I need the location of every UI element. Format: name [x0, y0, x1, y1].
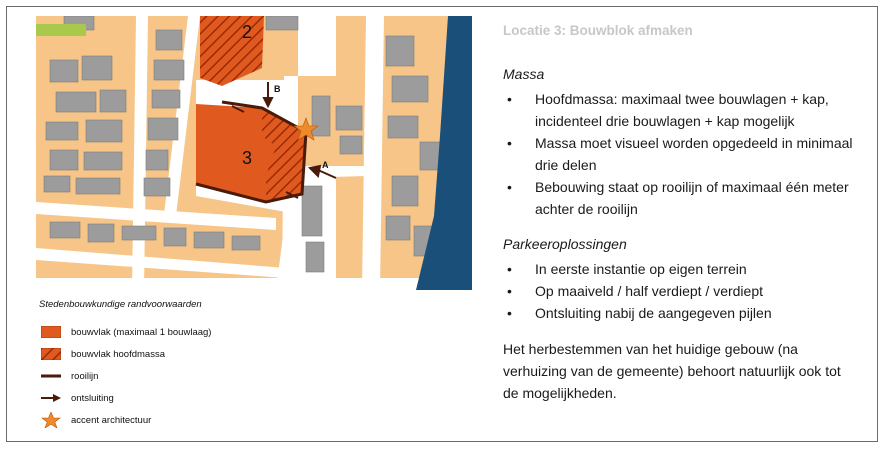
list-item: • Hoofdmassa: maximaal twee bouwlagen + kap, incidenteel drie bouwlagen + kap mogelijk — [503, 88, 873, 132]
list-item: • Op maaiveld / half verdiept / verdiept — [503, 280, 873, 302]
closing-paragraph: Het herbestemmen van het huidige gebouw (na verhuizing van de gemeente) behoort natuurlijk ook tot de mogelijkheden. — [503, 341, 841, 401]
legend-item-accent — [39, 409, 211, 431]
legend-item-hoofdmassa — [39, 343, 211, 365]
list-item: • Ontsluiting nabij de aangegeven pijlen — [503, 302, 873, 324]
massa-list — [503, 88, 873, 220]
legend-label: ontsluiting — [71, 392, 114, 404]
legend — [39, 321, 211, 431]
legend-label: accent architectuur — [71, 414, 152, 426]
list-item: • Bebouwing staat op rooilijn of maximaal één meter achter de rooilijn — [503, 176, 873, 220]
legend-item-rooilijn — [39, 365, 211, 387]
legend-item-ontsluiting — [39, 387, 211, 409]
star-icon — [39, 413, 63, 427]
legend-title: Stedenbouwkundige randvoorwaarden — [39, 299, 202, 310]
arrow-b-label: B — [274, 84, 281, 94]
green-strip — [36, 24, 86, 36]
site-map — [36, 16, 472, 290]
legend-item-bouwvlak — [39, 321, 211, 343]
arrow-a-label: A — [322, 160, 329, 170]
list-item: • Massa moet visueel worden opgedeeld in minimaal drie delen — [503, 132, 873, 176]
parkeer-heading: Parkeeroplossingen — [503, 236, 627, 252]
block-3-label: 3 — [242, 148, 253, 168]
legend-label: bouwvlak hoofdmassa — [71, 348, 165, 360]
section-title: Locatie 3: Bouwblok afmaken — [503, 23, 693, 38]
legend-label: rooilijn — [71, 370, 99, 382]
line-icon — [39, 369, 63, 383]
text-column — [503, 23, 873, 404]
filled-square-icon — [39, 325, 63, 339]
arrow-icon — [39, 391, 63, 405]
list-item: • In eerste instantie op eigen terrein — [503, 258, 873, 280]
page-frame — [6, 6, 878, 442]
hatched-square-icon — [39, 347, 63, 361]
massa-heading: Massa — [503, 66, 545, 82]
parkeer-list — [503, 258, 873, 324]
block-2-label: 2 — [242, 22, 253, 42]
legend-label: bouwvlak (maximaal 1 bouwlaag) — [71, 326, 212, 338]
